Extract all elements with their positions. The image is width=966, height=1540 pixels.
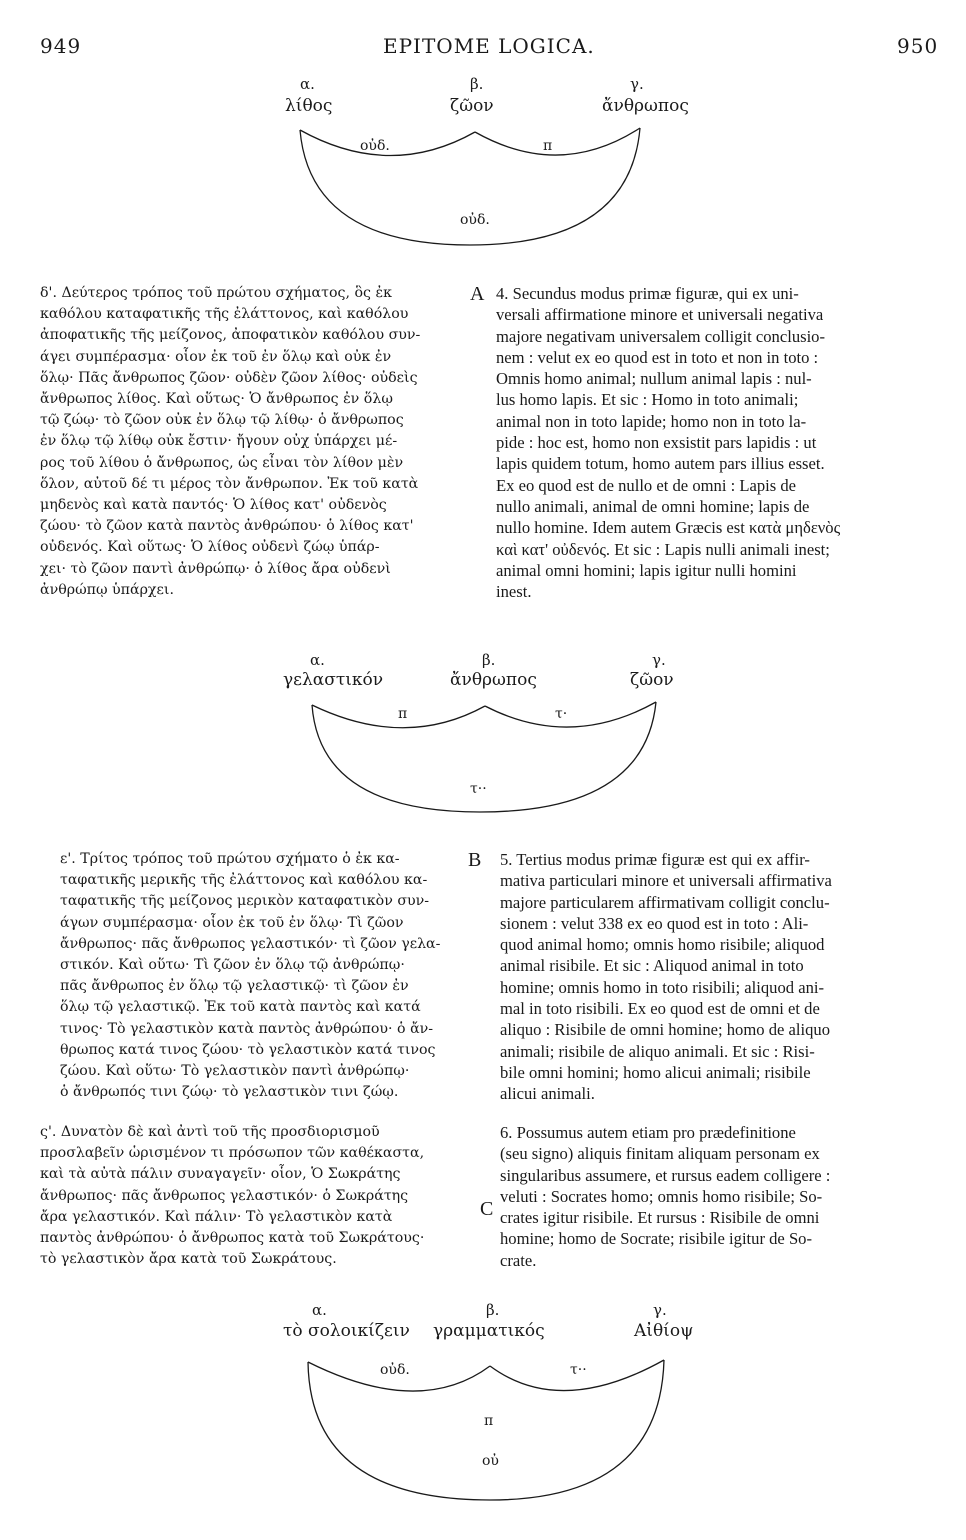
major-premise-mark: τ· — [555, 706, 568, 722]
text-line: καθόλου καταφατικῆς τῆς ἐλάττονος, καὶ καθόλου — [40, 306, 409, 323]
text-line: οὐδενός. Καὶ οὕτως· Ὁ λίθος οὐδενὶ ζώῳ ὑπάρ- — [40, 539, 380, 556]
text-line: ὅλῳ· Πᾶς ἄνθρωπος ζῶον· οὐδὲν ζῶον λίθος· οὐδεὶς — [40, 369, 418, 386]
text-line: χει· τὸ ζῶον παντὶ ἀνθρώπῳ· ὁ λίθος ἄρα οὐδενὶ — [40, 560, 391, 577]
text-line: Omnis homo animal; nullum animal lapis : nul- — [496, 369, 812, 389]
text-line: πᾶς ἄνθρωπος ἐν ὅλῳ τῷ γελαστικῷ· τὶ ζῶον ἐν — [60, 978, 409, 995]
conclusion-mark: οὐ — [482, 1453, 499, 1469]
minor-premise-mark: οὐδ. — [360, 138, 390, 154]
text-line: ἄνθρωπος· πᾶς ἄνθρωπος γελαστικόν· τὶ ζῶον γελα- — [60, 935, 441, 952]
text-line: στικόν. Καὶ οὕτω· Τὶ ζῶον ἐν ὅλῳ τῷ ἀνθρώπῳ· — [60, 957, 405, 974]
term-gamma-letter: γ. — [630, 75, 644, 93]
text-line: crates igitur risibile. Et rursus : Risibile de omni — [500, 1208, 820, 1228]
term-beta: γραμματικός — [433, 1321, 545, 1341]
term-beta-letter: β. — [482, 651, 496, 669]
text-line: veluti : Socrates homo; omnis homo risibile; So- — [500, 1186, 823, 1206]
term-gamma: ζῶον — [630, 670, 674, 690]
text-line: nem : velut ex eo quod est in toto et non in toto : — [496, 347, 819, 367]
text-line: ἐν ὅλῳ τῷ λίθῳ οὐκ ἔστιν· ἤγουν οὐχ ὑπάρχει μέ- — [40, 433, 398, 450]
text-line: 6. Possumus autem etiam pro prædefinitione — [500, 1123, 796, 1142]
term-gamma: ἄνθρωπος — [602, 96, 689, 116]
text-line: μηδενὸς καὶ κατὰ παντός· Ὁ λίθος κατ' οὐδενὸς — [40, 497, 387, 514]
text-line: ὅλον, αὐτοῦ δέ τι μέρος τὸν ἄνθρωπον. Ἐκ τοῦ κατὰ — [40, 475, 419, 492]
text-line: alicui animali. — [500, 1084, 595, 1104]
text-line: άγων συμπέρασμα· οἷον ἐκ τοῦ ἐν ὅλῳ· Τὶ ζῶον — [60, 914, 404, 931]
term-beta-letter: β. — [470, 75, 484, 93]
conclusion-mark: τ·· — [470, 781, 487, 797]
text-line: mal in toto risibili. Ex eo quod est de omni et de — [500, 999, 820, 1019]
premise-joint-mark: π — [484, 1413, 494, 1429]
term-alpha-letter: α. — [312, 1301, 327, 1319]
text-line: τινος· Τὸ γελαστικὸν κατὰ παντὸς ἀνθρώπου· ὁ ἄν- — [60, 1020, 434, 1037]
major-premise-mark: π — [543, 138, 553, 154]
text-line: animali; risibile de aliquo animali. Et sic : Risi- — [500, 1041, 815, 1061]
page-number-left: 949 — [40, 34, 82, 58]
text-line: majore negativam universalem colligit conclusio- — [496, 326, 826, 346]
text-line: θρωπος κατά τινος ζώου· τὸ γελαστικὸν κατά τινος — [60, 1041, 436, 1058]
text-line: ὅλῳ τῷ γελαστικῷ. Ἐκ τοῦ κατὰ παντὸς καὶ κατά — [60, 999, 421, 1016]
text-line: ἄνθρωπος· πᾶς ἄνθρωπος γελαστικόν· ὁ Σωκράτης — [40, 1187, 409, 1204]
text-line: lapis quidem totum, homo autem pars illius esset. — [496, 454, 825, 474]
text-line: mativa particulari minore et universali affirmativa — [500, 871, 832, 891]
text-line: ς'. Δυνατὸν δὲ καὶ ἀντὶ τοῦ τῆς προσδιορισμοῦ — [40, 1124, 380, 1140]
major-premise-mark: τ·· — [570, 1362, 587, 1378]
term-beta: ἄνθρωπος — [450, 670, 537, 690]
text-line: καὶ κατ' οὐδενός. Et sic : Lapis nulli animali inest; — [496, 539, 830, 559]
text-line: ἀνθρώπῳ ὑπάρχει. — [40, 581, 174, 598]
text-line: άγει συμπέρασμα· οἷον ἐκ τοῦ ἐν ὅλῳ καὶ οὐκ ἐν — [40, 348, 392, 365]
text-line: animal omni homini; lapis igitur nulli homini — [496, 560, 797, 580]
text-line: aliquo : Risibile de omni homine; homo de aliquo — [500, 1020, 830, 1040]
text-line: δ'. Δεύτερος τρόπος τοῦ πρώτου σχήματος, ὃς ἐκ — [40, 285, 392, 301]
text-line: majore particularem affirmativam colligit conclu- — [500, 892, 830, 912]
text-line: inest. — [496, 582, 532, 602]
arc-major — [490, 1360, 664, 1391]
text-line: τῷ ζώῳ· τὸ ζῶον οὐκ ἐν ὅλῳ τῷ λίθῳ· ὁ ἄνθρωπος — [40, 412, 404, 429]
text-line: 5. Tertius modus primæ figuræ est qui ex affir- — [500, 850, 810, 869]
text-line: nullo animali, animal de omni homine; lapis de — [496, 496, 810, 516]
margin-letter-b: B — [468, 849, 482, 871]
arc-conclusion — [308, 1360, 664, 1500]
text-line: (seu signo) aliquis finitam aliquam personam ex — [500, 1144, 820, 1164]
term-alpha: τὸ σολοικίζειν — [283, 1321, 410, 1341]
text-line: ταφατικῆς τῆς μείζονος μερικὸν καταφατικὸν συν- — [60, 893, 430, 910]
text-line: ὁ ἄνθρωπός τινι ζώῳ· τὸ γελαστικὸν τινι ζώῳ. — [60, 1084, 399, 1101]
page-number-right: 950 — [897, 34, 939, 58]
term-gamma-letter: γ. — [653, 1301, 667, 1319]
text-line: Ex eo quod est de nullo et de omni : Lapis de — [496, 475, 797, 495]
text-line: παντὸς ἀνθρώπου· ὁ ἄνθρωπος κατὰ τοῦ Σωκράτους· — [40, 1230, 425, 1247]
margin-letter-c: C — [480, 1198, 494, 1220]
text-line: homine; homo de Socrate; risibile igitur de So- — [500, 1229, 812, 1249]
text-line: ταφατικῆς μερικῆς τῆς ἐλάττονος καὶ καθόλου κα- — [60, 872, 428, 889]
text-line: ἄρα γελαστικόν. Καὶ πάλιν· Τὸ γελαστικὸν κατὰ — [40, 1208, 393, 1225]
text-line: animal risibile. Et sic : Aliquod animal in toto — [500, 956, 804, 976]
text-line: crate. — [500, 1250, 537, 1270]
term-alpha: λίθος — [285, 96, 333, 116]
text-line: προσλαβεῖν ὡρισμένον τι πρόσωπον τῶν καθέκαστα, — [40, 1145, 425, 1162]
conclusion-mark: οὐδ. — [460, 212, 490, 228]
text-line: 4. Secundus modus primæ figuræ, qui ex uni- — [496, 284, 799, 303]
text-line: pide : hoc est, homo non exsistit pars lapidis : ut — [496, 433, 817, 453]
text-line: ρος τοῦ λίθου ὁ ἄνθρωπος, ὡς εἶναι τὸν λίθον μὲν — [40, 454, 404, 471]
text-line: sionem : velut 338 ex eo quod est in toto : Ali- — [500, 913, 809, 933]
text-line: τὸ γελαστικὸν ἄρα κατὰ τοῦ Σωκράτους. — [40, 1251, 337, 1268]
term-alpha: γελαστικόν — [283, 670, 384, 690]
text-line: bile omni homini; homo alicui animali; risibile — [500, 1062, 811, 1082]
margin-letter-a: A — [470, 283, 485, 305]
text-line: singularibus assumere, et rursus eadem colligere : — [500, 1165, 831, 1185]
minor-premise-mark: οὐδ. — [380, 1362, 410, 1378]
text-line: quod animal homo; omnis homo risibile; aliquod — [500, 935, 825, 955]
text-line: καὶ τὰ αὐτὰ πάλιν συναγαγεῖν· οἷον, Ὁ Σωκράτης — [40, 1166, 401, 1183]
text-line: ἄνθρωπος λίθος. Καὶ οὕτως· Ὁ ἄνθρωπος ἐν ὅλῳ — [40, 391, 393, 408]
term-gamma: Αἰθίοψ — [634, 1321, 694, 1341]
text-line: nullo homine. Idem autem Græcis est κατὰ μηδενὸς — [496, 518, 841, 538]
term-alpha-letter: α. — [310, 651, 325, 669]
term-gamma-letter: γ. — [652, 651, 666, 669]
text-line: versali affirmatione minore et universali negativa — [496, 305, 824, 325]
running-title: EPITOME LOGICA. — [383, 34, 595, 58]
text-line: ε'. Τρίτος τρόπος τοῦ πρώτου σχήματο ὁ ἐκ κα- — [60, 851, 400, 867]
term-beta-letter: β. — [486, 1301, 500, 1319]
arc-minor — [308, 1362, 490, 1391]
text-line: ζώου. Καὶ οὕτω· Τὸ γελαστικὸν παντὶ ἀνθρώπῳ· — [60, 1063, 410, 1080]
term-alpha-letter: α. — [300, 75, 315, 93]
text-line: animal non in toto lapide; homo non in toto la- — [496, 411, 807, 431]
minor-premise-mark: π — [398, 706, 408, 722]
text-line: homine; omnis homo in toto risibili; aliquod ani- — [500, 977, 825, 997]
text-line: ζώου· τὸ ζῶον κατὰ παντὸς ἀνθρώπου· ὁ λίθος κατ' — [40, 518, 414, 535]
term-beta: ζῶον — [450, 96, 494, 116]
text-line: ἀποφατικῆς τῆς μείζονος, ἀποφατικὸν καθόλου συν- — [40, 327, 421, 344]
text-line: lus homo lapis. Et sic : Homo in toto animali; — [496, 390, 799, 410]
